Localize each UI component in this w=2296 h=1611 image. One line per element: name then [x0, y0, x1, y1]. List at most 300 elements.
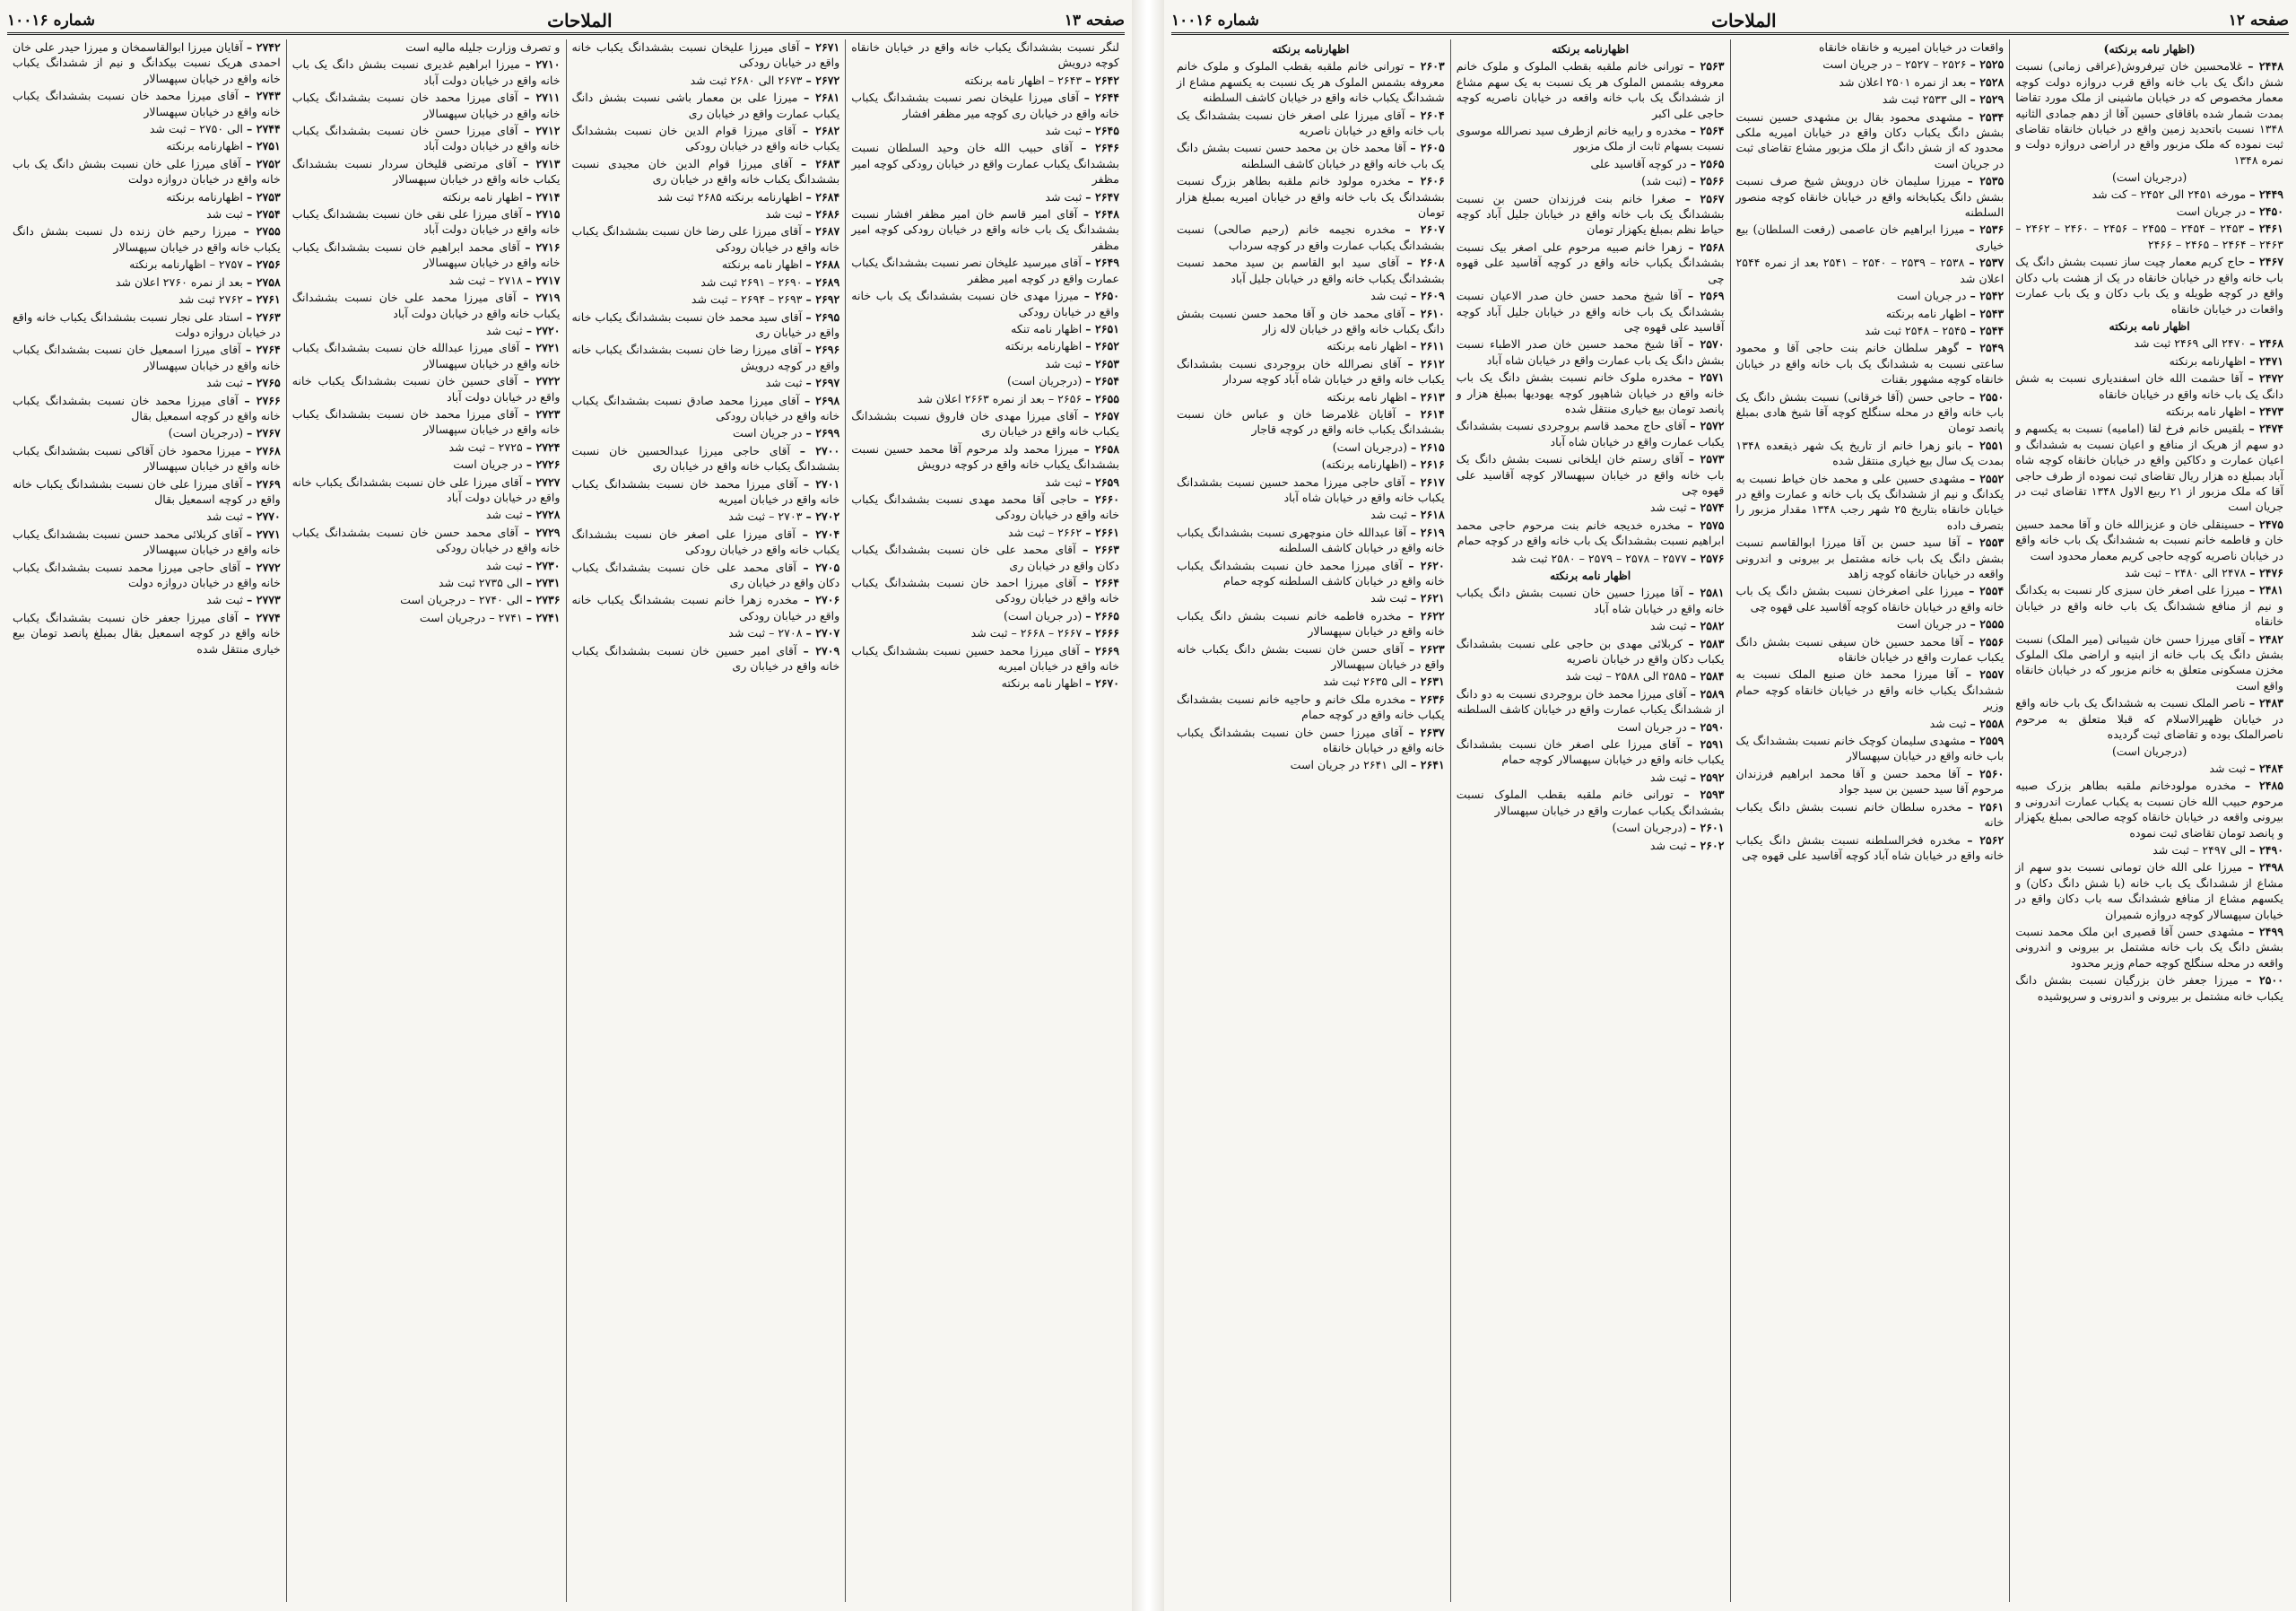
registration-entry [572, 39, 840, 71]
entry-number: ۲۶۸۸ – [805, 257, 840, 272]
entry-number: ۲۶۲۲ – [1407, 608, 1445, 623]
issue-number: شماره ۱۰۰۱۶ [7, 12, 95, 30]
entry-text: اظهارنامه برنکته [166, 189, 243, 204]
registration-entry [572, 189, 840, 205]
entry-text: ثبت شد [485, 323, 523, 337]
entry-text: آقای حاج محمد قاسم بروجردی نسبت بششدانگ یکباب عمارت واقع در خیابان شاه آباد [1456, 419, 1725, 448]
registration-entry [1177, 525, 1445, 556]
registration-entry [292, 290, 561, 321]
entry-text: مخدره ملوک خانم نسبت بشش دانگ یک باب خانه واقع در خیابان شاهپور کوچه یهودیها بمبلغ هزار و پانصد تومان بیع خیاری منتقل شده [1456, 370, 1725, 415]
registration-entry [1177, 608, 1445, 640]
registration-entry [292, 90, 561, 121]
entry-text: ۲۶۶۷ – ۲۶۶۸ – ثبت شد [970, 626, 1083, 640]
registration-entry [13, 342, 281, 373]
registration-entry [2015, 421, 2283, 514]
page-label: صفحه ۱۳ [1064, 12, 1125, 30]
registration-entry [851, 123, 1119, 138]
entry-number: ۲۶۹۲ – [805, 292, 840, 307]
entry-text: ۲۵۸۵ الی ۲۵۸۸ – ثبت شد [1565, 669, 1687, 684]
entry-text: ثبت شد [765, 376, 803, 390]
registration-entry [2015, 353, 2283, 369]
entry-number: ۲۷۵۳ – [247, 189, 281, 204]
column [2009, 39, 2289, 1602]
entry-number: ۲۷۶۹ – [246, 476, 281, 491]
entry-text: حاج کریم معمار چیت ساز نسبت بشش دانگ یک باب خانه واقع در خیابان خانقاه در یک از هشت باب دکان واقع در کوچه طویله و یک باب دکان و یک باب عمارت واقعات در خیابان خانقاه [2015, 255, 2283, 316]
entry-number: ۲۷۴۳ – [244, 89, 281, 103]
entry-text: اظهار نامه تنکه [1011, 321, 1083, 335]
entry-text: الی ۲۵۳۳ ثبت شد [1882, 92, 1967, 107]
registration-entry [851, 608, 1119, 623]
entry-text: اظهار نامه برنکته [1001, 676, 1083, 691]
entry-text: میرزا ابراهیم غدیری نسبت بشش دانگ یک باب خانه واقع در خیابان دولت آباد [291, 57, 561, 87]
registration-entry [1177, 255, 1445, 286]
entry-text: و تصرف وزارت جلیله مالیه است [405, 40, 561, 54]
entry-text: ۲۶۶۲ – ثبت شد [1008, 525, 1083, 539]
entry-text: آقای میرزا قوام الدین خان مجیدی نسبت بششدانگ یکباب خانه واقع در خیابان ری [571, 156, 840, 187]
entry-text: تورانی خانم ملقبه بقطب الملوک و ملوک خانم معروفه بشمس الملوک هر یک نسبت به یک سهم مشاع از ششدانگ یک باب خانه واقعه در خیابان ناصریه کوچه حاجی علی اکبر [1456, 59, 1725, 120]
entry-text: آقای میرزا عبدالله خان نسبت بششدانگ یکباب خانه واقع در خیابان سپهسالار [291, 341, 561, 370]
registration-entry [572, 560, 840, 591]
entry-number: ۲۴۸۲ – [2248, 631, 2283, 646]
registration-entry [2015, 778, 2283, 840]
entry-number: ۲۶۱۶ – [1411, 457, 1445, 472]
registration-entry [13, 393, 281, 424]
page-right [1164, 0, 2296, 1611]
entry-number: ۲۵۵۳ – [1966, 536, 2005, 550]
entry-text: میرزا مهدی خان نسبت بششدانگ یک باب خانه واقع در خیابان رودکی [851, 289, 1119, 318]
entry-number: ۲۵۵۷ – [1965, 667, 2005, 682]
registration-entry [1736, 39, 2005, 55]
entry-number: ۲۶۴۷ – [1085, 189, 1119, 204]
entry-text: میرزا سلیمان خان درویش شیخ صرف نسبت بشش دانگ یکبابخانه واقع در خیابان خانقاه کوچه منصور السلطنه [1735, 174, 2005, 220]
page-left [0, 0, 1132, 1611]
registration-entry [2015, 972, 2283, 1004]
entry-number: ۲۷۴۲ – [246, 40, 281, 54]
entry-number: ۲۵۵۰ – [1969, 389, 2005, 404]
entry-number: ۲۵۶۱ – [1967, 799, 2005, 814]
registration-entry [1177, 641, 1445, 673]
entry-text: ثبت شد [1649, 770, 1687, 784]
section-heading: اظهار نامه برنکته [2109, 318, 2190, 333]
registration-entry [1457, 500, 1725, 515]
entry-text: مخدره نجیمه خانم (رحیم صالحی) نسبت بششدانگ یکباب عمارت واقع در کوچه سرداب [1177, 222, 1445, 252]
entry-number: ۲۵۲۸ – [1970, 74, 2005, 89]
entry-text: آقای کربلائی محمد حسن نسبت بششدانگ یکباب خانه واقع در خیابان سپهسالار [13, 527, 281, 557]
entry-number: ۲۴۸۳ – [2248, 696, 2283, 710]
entry-number: ۲۴۶۱ – [2248, 222, 2283, 236]
column [566, 39, 846, 1602]
entry-number: ۲۵۶۹ – [1687, 289, 1725, 303]
entry-number: ۲۶۲۰ – [1408, 558, 1445, 572]
registration-entry [1736, 74, 2005, 90]
entry-number: ۲۵۶۸ – [1688, 239, 1725, 254]
entry-number: ۲۵۹۲ – [1690, 770, 1725, 784]
entry-text: آقای حاجی میرزا محمد نسبت بششدانگ یکباب خانه واقع در خیابان دروازه دولت [13, 560, 281, 589]
entry-text: آقای میرزا حسن خان شیبانی (میر الملک) نسبت بشش دانگ یک باب خانه از ابنیه و اراضی ملک الملوک مخزن مسکونی متعلق به خانم مزبور که در خیابان خانقاه واقع است [2015, 631, 2283, 692]
entry-text: (درجریان است) [1006, 374, 1083, 388]
registration-entry [1736, 306, 2005, 321]
registration-entry [2015, 517, 2283, 563]
entry-text: میرزا جعفر خان بزرگیان نسبت بشش دانگ یکباب خانه مشتمل بر بیرونی و اندرونی و سرپوشیده [2015, 973, 2283, 1003]
entry-text: الی ۲۶۳۵ ثبت شد [1323, 675, 1407, 689]
entry-text: آقای میرزا علی نقی خان نسبت بششدانگ یکباب خانه واقع در خیابان دولت آباد [291, 207, 561, 237]
registration-entry [1177, 173, 1445, 220]
entry-text: میرزا علی اصغرخان نسبت بشش دانگ یک باب خانه واقع در خیابان خانقاه کوچه آقاسید علی قهوه چی [1735, 584, 2005, 614]
section-heading: اظهارنامه برنکته [1272, 42, 1350, 56]
registration-entry [1177, 288, 1445, 303]
entry-text: در جریان است [453, 457, 523, 472]
registration-entry [2015, 924, 2283, 971]
entry-number: ۲۴۹۸ – [2248, 860, 2283, 875]
entry-number: ۲۶۰۹ – [1411, 289, 1445, 303]
registration-entry [572, 509, 840, 524]
entry-text: آقای مرتضی قلیخان سردار نسبت بششدانگ یکباب خانه واقع در خیابان سپهسالار [291, 156, 561, 187]
registration-entry [851, 675, 1119, 691]
entry-number: ۲۵۴۳ – [1970, 306, 2005, 320]
entry-text: (درجریان است) [168, 426, 243, 440]
registration-entry [572, 527, 840, 558]
entry-text: آقا عبدالله خان منوچهری نسبت بششدانگ یکباب خانه واقع در خیابان کاشف السلطنه [1177, 525, 1445, 555]
registration-entry [1736, 766, 2005, 797]
entry-text: ثبت شد [206, 376, 243, 390]
entry-text: آقای میرزا رضا خان نسبت بششدانگ یکباب خانه واقع در کوچه درویش [571, 343, 840, 372]
entry-number: ۲۶۷۲ – [805, 73, 840, 87]
registration-entry [13, 189, 281, 205]
entry-text: حاجی آقا محمد مهدی نسبت بششدانگ یکباب خانه واقع در خیابان رودکی [851, 492, 1119, 522]
entry-number: ۲۴۵۰ – [2249, 205, 2283, 219]
entry-number: ۲۷۷۰ – [247, 509, 281, 524]
registration-entry [292, 156, 561, 187]
registration-entry [1457, 838, 1725, 853]
entry-text: آقا میرزا حسین خان نسبت بشش دانگ یکباب خانه واقع در خیابان شاه آباد [1456, 586, 1725, 615]
entry-text: در کوچه آقاسید علی [1590, 156, 1687, 170]
registration-entry [1457, 336, 1725, 368]
entry-text: ۲۵۲۶ – ۲۵۲۷ – در جریان است [1822, 57, 1967, 72]
issue-number: شماره ۱۰۰۱۶ [1171, 12, 1259, 30]
entry-number: ۲۷۱۴ – [526, 189, 561, 204]
entry-text: آقای میرزا محمد خان نسبت بششدانگ یکباب خانه واقع در خیابان امیریه [571, 476, 840, 506]
entry-text: آقای محمد حسن خان نسبت بششدانگ یکباب خانه واقع در خیابان رودکی [291, 525, 561, 555]
registration-entry [851, 189, 1119, 205]
entry-text: آقای میرزا محمد خان نسبت بششدانگ یکباب خانه واقع در خیابان کاشف السلطنه کوچه حمام [1177, 558, 1445, 588]
registration-entry [1736, 109, 2005, 172]
entry-text: مورخه ۲۴۵۱ الی ۲۴۵۲ – کت شد [2092, 187, 2247, 201]
entry-text: میرزا محمود خان آقاکی نسبت بششدانگ یکباب خانه واقع در خیابان سپهسالار [13, 443, 281, 474]
registration-entry [572, 257, 840, 272]
entry-text: مخدره فاطمه خانم نسبت بشش دانگ یکباب خانه واقع در خیابان سپهسالار [1177, 608, 1445, 639]
registration-entry [1177, 507, 1445, 522]
entry-text: الی ۲۷۳۵ ثبت شد [438, 576, 523, 589]
entry-text: ۲۷۲۵ – ثبت شد [448, 440, 523, 454]
entry-number: ۲۷۲۴ – [526, 440, 561, 454]
entry-number: ۲۵۵۵ – [1970, 617, 2005, 631]
entry-number: ۲۵۷۶ – [1690, 551, 1725, 565]
registration-entry [1457, 820, 1725, 835]
entry-text: مشهدی سلیمان کوچک خانم نسبت بششدانگ یک باب خانه واقع در خیابان سپهسالار [1735, 734, 2005, 763]
entry-number: ۲۷۰۶ – [804, 593, 840, 607]
registration-entry [2015, 565, 2283, 580]
registration-entry [572, 592, 840, 623]
entry-number: ۲۶۸۳ – [800, 156, 840, 170]
entry-number: ۲۶۵۱ – [1085, 321, 1119, 335]
entry-text: ۲۵۷۷ – ۲۵۷۸ – ۲۵۷۹ – ۲۵۸۰ ثبت شد [1510, 551, 1687, 565]
registration-entry [2015, 335, 2283, 351]
registration-entry [1457, 618, 1725, 633]
entry-number: ۲۴۷۲ – [2248, 371, 2283, 386]
entry-text: بعد از نمره ۲۷۶۰ اعلان شد [115, 274, 243, 289]
registration-entry [13, 309, 281, 341]
entry-number: ۲۶۹۵ – [805, 309, 840, 324]
registration-entry [851, 542, 1119, 573]
entry-text: اظهارنامه برنکته ۲۶۸۵ ثبت شد [657, 189, 803, 204]
entry-text: آقای نصرالله خان بروجردی نسبت بششدانگ یکباب خانه واقع در خیابان شاه آباد کوچه سردار [1177, 356, 1445, 387]
entry-text: آقای میرزا محمد صادق نسبت بششدانگ یکباب خانه واقع در خیابان رودکی [571, 393, 840, 422]
entry-number: ۲۷۴۱ – [526, 610, 561, 624]
entry-text: مخدره خدیجه خانم بنت مرحوم حاجی محمد ابراهیم نسبت بششدانگ یک باب خانه واقع در کوچه حمام [1456, 518, 1725, 548]
entry-text: آقای میرزا محمد خان بروجردی نسبت به دو دانگ از ششدانگ یکباب عمارت واقع در خیابان کاشف السلطنه [1456, 686, 1725, 717]
registration-entry [851, 575, 1119, 606]
page-label: صفحه ۱۲ [2228, 12, 2289, 30]
registration-entry [292, 575, 561, 590]
entry-text: آقای محمد خان و آقا محمد حسن نسبت بشش دانگ یکباب خانه واقع در خیابان لاله زار [1177, 306, 1445, 335]
entry-text: بلقیس خانم فرخ لقا (امامیه) نسبت به یکسهم و دو سهم از هریک از منافع و اعیان نسبت به ششدانگ و اعیان عمارت و دکاکین واقع در خیابان خانقاه کوچه شاه آباد بمبلغ ده هزار ریال تقاضای ثبت نموده از طرف حاجی آقا که ملک مزبور از ۲۱ ربیع الاول ۱۳۴۸ تقاضای ثبت در جریان است [2015, 422, 2283, 514]
registration-entry [1736, 288, 2005, 303]
registration-entry [1457, 518, 1725, 549]
entry-number: ۲۷۷۲ – [245, 560, 281, 574]
registration-entry [13, 610, 281, 657]
registration-entry [1736, 832, 2005, 864]
registration-entry [572, 292, 840, 307]
entry-text: مخدره مولودخانم ملقبه بطاهر بزرک صبیه مرحوم حبیب الله خان نسبت به یکباب عمارت اندرونی و بیرونی واقعه در خیابان خانقاه کوچه صالحی بمبلغ یکهزار و پانصد تومان تقاضای ثبت نموده [2015, 779, 2283, 840]
entry-number: ۲۶۱۵ – [1411, 440, 1445, 454]
entry-number: ۲۷۵۵ – [243, 224, 281, 239]
entry-text: آقای امیر حسین خان نسبت بششدانگ یکباب خانه واقع در خیابان ری [571, 643, 840, 674]
entry-number: ۲۷۲۹ – [524, 525, 561, 539]
entry-number: ۲۵۴۴ – [1970, 323, 2005, 337]
entry-text: آقای میرزا محمد خان نسبت بششدانگ یکباب خانه واقع در کوچه اسمعیل بقال [13, 393, 281, 422]
registration-entry [292, 123, 561, 154]
entry-number: ۲۵۶۶ – [1690, 174, 1725, 188]
registration-entry [13, 476, 281, 508]
registration-entry [572, 443, 840, 475]
entry-text: ۲۴۷۸ الی ۲۴۸۰ – ثبت شد [2125, 566, 2247, 579]
registration-entry [1457, 551, 1725, 566]
registration-entry [1457, 418, 1725, 449]
entry-number: ۲۵۹۰ – [1690, 719, 1725, 734]
registration-entry [2015, 187, 2283, 202]
entry-number: ۲۴۷۳ – [2249, 404, 2283, 418]
registration-entry [572, 206, 840, 222]
entry-text: الی ۲۷۵۰ – ثبت شد [149, 122, 243, 136]
registration-entry [851, 73, 1119, 88]
entry-number: ۲۶۱۰ – [1409, 306, 1445, 320]
registration-entry [1177, 306, 1445, 337]
newspaper-title: الملاحات [547, 10, 613, 31]
entry-number: ۲۷۶۶ – [244, 393, 281, 407]
entry-text: ثبت شد [765, 207, 803, 222]
entry-number: ۲۷۰۰ – [799, 443, 840, 457]
entry-text: الی ۲۷۴۰ – درجریان است [400, 593, 523, 607]
entry-number: ۲۶۱۸ – [1411, 508, 1445, 522]
entry-number: ۲۵۵۹ – [1970, 734, 2005, 748]
entry-text: آقا حشمت الله خان اسفندیاری نسبت به شش دانگ یک باب خانه واقع در خیابان خانقاه [2015, 371, 2283, 401]
entry-text: ۲۴۵۳ – ۲۴۵۴ – ۲۴۵۵ – ۲۴۵۶ – ۲۴۶۰ – ۲۴۶۲ – ۲۴۶۳ – ۲۴۶۴ – ۲۴۶۵ – ۲۴۶۶ [2015, 222, 2283, 251]
entry-text: آقای میرزا علی اصغر خان نسبت بششدانگ یکباب خانه واقع در خیابان سپهسالار کوچه حمام [1456, 737, 1725, 767]
entry-text: ۲۷۱۸ – ثبت شد [448, 273, 523, 287]
registration-entry [1457, 451, 1725, 498]
entry-number: ۲۵۶۳ – [1688, 59, 1725, 74]
entry-text: ۲۶۴۳ – اظهار نامه برنکته [964, 73, 1083, 87]
entry-text: گوهر سلطان خانم بنت حاجی آقا و محمود ساعتی نسبت به ششدانگ یک باب خانه واقع در خیابان خانقاه کوچه مشهور بقنات [1735, 341, 2005, 387]
entry-text: ۲۵۳۸ – ۲۵۳۹ – ۲۵۴۰ – ۲۵۴۱ بعد از نمره ۲۵۴۴ اعلان شد [1735, 256, 2005, 285]
registration-entry [1736, 173, 2005, 220]
columns-right [1171, 39, 2289, 1602]
registration-entry [292, 440, 561, 455]
entry-number: ۲۶۸۲ – [802, 124, 840, 138]
entry-text: آقای میرزا جعفر خان نسبت بششدانگ یکباب خانه واقع در کوچه اسمعیل بقال بمبلغ پانصد تومان بیع خیاری منتقل شده [13, 610, 281, 656]
column [845, 39, 1125, 1602]
registration-entry [851, 321, 1119, 336]
entry-text: آقای حسین خان نسبت بششدانگ یکباب خانه واقع در خیابان دولت آباد [291, 374, 561, 404]
registration-entry [1457, 787, 1725, 818]
entry-number: ۲۴۷۶ – [2249, 566, 2283, 579]
entry-text: حسینقلی خان و عزیزالله خان و آقا محمد حسین خان و فاطمه خانم نسبت به ششدانگ یک باب خانه واقع در خیابان ناصریه کوچه حاجی کریم معمار محدود است [2015, 517, 2283, 562]
entry-number: ۲۶۶۵ – [1085, 608, 1119, 623]
registration-entry [572, 156, 840, 187]
registration-entry [13, 156, 281, 187]
entry-number: ۲۶۶۹ – [1084, 643, 1119, 657]
entry-number: ۲۶۶۳ – [1082, 543, 1119, 557]
entry-text: مخدره ملک خانم و حاجیه خانم نسبت بششدانگ یکباب خانه واقع در کوچه حمام [1177, 692, 1445, 722]
page-gutter [1132, 0, 1164, 1611]
registration-entry [2015, 204, 2283, 219]
registration-entry [572, 274, 840, 290]
entry-text: آقای حاجی میرزا عبدالحسین خان نسبت بششدانگ یکباب خانه واقع در خیابان ری [571, 443, 840, 474]
registration-entry [851, 140, 1119, 187]
entry-number: ۲۶۱۷ – [1409, 475, 1445, 489]
entry-number: ۲۶۹۷ – [805, 376, 840, 390]
entry-text: آقای میرزا مهدی خان فاروق نسبت بششدانگ یکباب خانه واقع در خیابان ری [851, 408, 1119, 439]
registration-entry [13, 292, 281, 307]
registration-entry [851, 625, 1119, 640]
entry-text: میرزا علی بن معمار باشی نسبت بشش دانگ یکباب عمارت واقع در خیابان ری [571, 91, 840, 120]
entry-number: ۲۵۷۵ – [1687, 518, 1725, 532]
entry-number: ۲۷۰۷ – [805, 626, 840, 640]
entry-text: ثبت شد [206, 593, 243, 607]
entry-number: ۲۷۰۵ – [803, 560, 840, 574]
entry-number: ۲۶۴۱ – [1411, 758, 1445, 772]
entry-text: آقا محمد حسین خان سیفی نسبت بشش دانگ یکباب عمارت واقع در خیابان خانقاه [1735, 634, 2005, 665]
entry-text: آقای میرزا علی خان نسبت بششدانگ یکباب خانه واقع در کوچه اسمعیل بقال [13, 476, 281, 506]
registration-entry [851, 373, 1119, 388]
entry-number: ۲۵۴۲ – [1970, 289, 2005, 303]
entry-number: ۲۴۸۴ – [2249, 761, 2283, 775]
entry-number: ۲۶۰۴ – [1409, 108, 1445, 122]
entry-number: ۲۵۵۲ – [1969, 471, 2005, 485]
entry-text: اظهار نامه برنکته [721, 257, 803, 272]
registration-entry [1736, 799, 2005, 831]
section-heading: (اظهار نامه برنکته) [2103, 42, 2196, 56]
entry-text: ثبت شد [206, 509, 243, 524]
entry-text: ثبت شد [1649, 501, 1687, 515]
registration-entry [2015, 631, 2283, 694]
registration-entry [13, 39, 281, 86]
entry-number: ۲۵۵۱ – [1967, 438, 2005, 452]
entry-number: ۲۶۵۹ – [1085, 475, 1119, 489]
registration-entry [1457, 156, 1725, 171]
entry-number: ۲۶۴۶ – [1081, 141, 1119, 155]
entry-text: ثبت شد [1045, 475, 1083, 489]
entry-text: ۲۷۰۳ – ثبت شد [728, 509, 803, 524]
registration-entry [1736, 535, 2005, 581]
registration-entry [572, 90, 840, 121]
registration-entry [1736, 91, 2005, 107]
registration-entry [572, 223, 840, 255]
page-header-left [7, 9, 1125, 35]
entry-text: استاد علی نجار نسبت بششدانگ یکباب خانه واقع در خیابان دروازه دولت [13, 309, 281, 339]
entry-text: اظهار نامه برنکته [1326, 389, 1407, 404]
entry-number: ۲۵۸۴ – [1690, 669, 1725, 684]
entry-number: ۲۶۵۳ – [1085, 356, 1119, 370]
registration-entry [572, 476, 840, 508]
entry-number: ۲۶۵۲ – [1085, 339, 1119, 353]
entry-number: ۲۶۵۸ – [1083, 441, 1119, 456]
entry-number: ۲۶۵۰ – [1083, 289, 1119, 303]
entry-number: ۲۵۸۱ – [1688, 586, 1725, 600]
entry-text: (ثبت شد) [1641, 174, 1687, 188]
registration-entry [1457, 585, 1725, 616]
entry-text: مخدره فخرالسلطنه نسبت بشش دانگ یکباب خانه واقع در خیابان شاه آباد کوچه آقاسید علی قهوه چی [1735, 832, 2005, 862]
section-heading: اظهار نامه برنکته [1549, 569, 1631, 582]
registration-entry [1736, 323, 2005, 338]
entry-text: آقای محمد علی خان نسبت بششدانگ یکباب دکان واقع در خیابان ری [571, 560, 840, 589]
entry-number: ۲۷۰۲ – [805, 509, 840, 524]
entry-number: ۲۷۱۹ – [523, 291, 561, 305]
entry-text: کربلائی مهدی بن حاجی علی نسبت بششدانگ یکباب دکان واقع در خیابان ناصریه [1456, 636, 1725, 666]
entry-number: ۲۷۴۴ – [247, 122, 281, 136]
entry-number: ۲۶۰۲ – [1690, 838, 1725, 852]
entry-number: ۲۷۱۷ – [526, 273, 561, 287]
registration-entry [851, 206, 1119, 253]
entry-text: میرزا ابراهیم خان عاصمی (رفعت السلطان) بیع خیاری [1735, 222, 2005, 252]
registration-entry [1736, 438, 2005, 469]
registration-entry [851, 475, 1119, 490]
entry-number: ۲۷۶۷ – [247, 426, 281, 440]
entry-text: مخدره زهرا خانم نسبت بششدانگ یکباب خانه واقع در خیابان رودکی [571, 593, 840, 623]
entry-number: ۲۶۷۱ – [804, 40, 840, 54]
entry-number: ۲۶۶۱ – [1085, 525, 1119, 539]
entry-number: ۲۶۰۸ – [1406, 256, 1445, 270]
entry-number: ۲۶۹۹ – [805, 426, 840, 440]
entry-text: آقای میرزا احمد خان نسبت بششدانگ یکباب خانه واقع در خیابان رودکی [851, 576, 1119, 605]
entry-text: ۲۷۴۱ – درجریان است [419, 610, 523, 624]
registration-entry [572, 643, 840, 675]
entry-text: مشهدی حسین علی و محمد خان خیاط نسبت به یکدانگ و نیم از ششدانگ یک باب خانه و عمارت واقع در خیابان خانقاه بتاریخ ۲۵ شهر رجب ۱۳۴۸ مقدار مزبور را بتصرف داده [1735, 471, 2005, 532]
entry-text: الی ۲۴۹۷ – ثبت شد [2152, 842, 2247, 857]
entry-text: در جریان است [733, 426, 803, 440]
registration-entry [292, 239, 561, 271]
registration-entry [13, 274, 281, 290]
registration-entry [1736, 255, 2005, 286]
registration-entry [13, 223, 281, 255]
entry-text: آقای میرزا محمد علی خان نسبت بششدانگ یکباب خانه واقع در خیابان دولت آباد [291, 291, 561, 320]
entry-number: ۲۶۱۹ – [1410, 525, 1445, 539]
entry-text: تورانی خانم ملقبه بقطب الملوک نسبت بششدانگ یکباب عمارت واقع در خیابان سپهسالار [1456, 788, 1725, 817]
entry-text: آقای محمد علی خان نسبت بششدانگ یکباب دکان واقع در خیابان ری [851, 543, 1119, 572]
entry-number: ۲۷۱۵ – [526, 207, 561, 222]
registration-entry [292, 39, 561, 55]
column [7, 39, 286, 1602]
